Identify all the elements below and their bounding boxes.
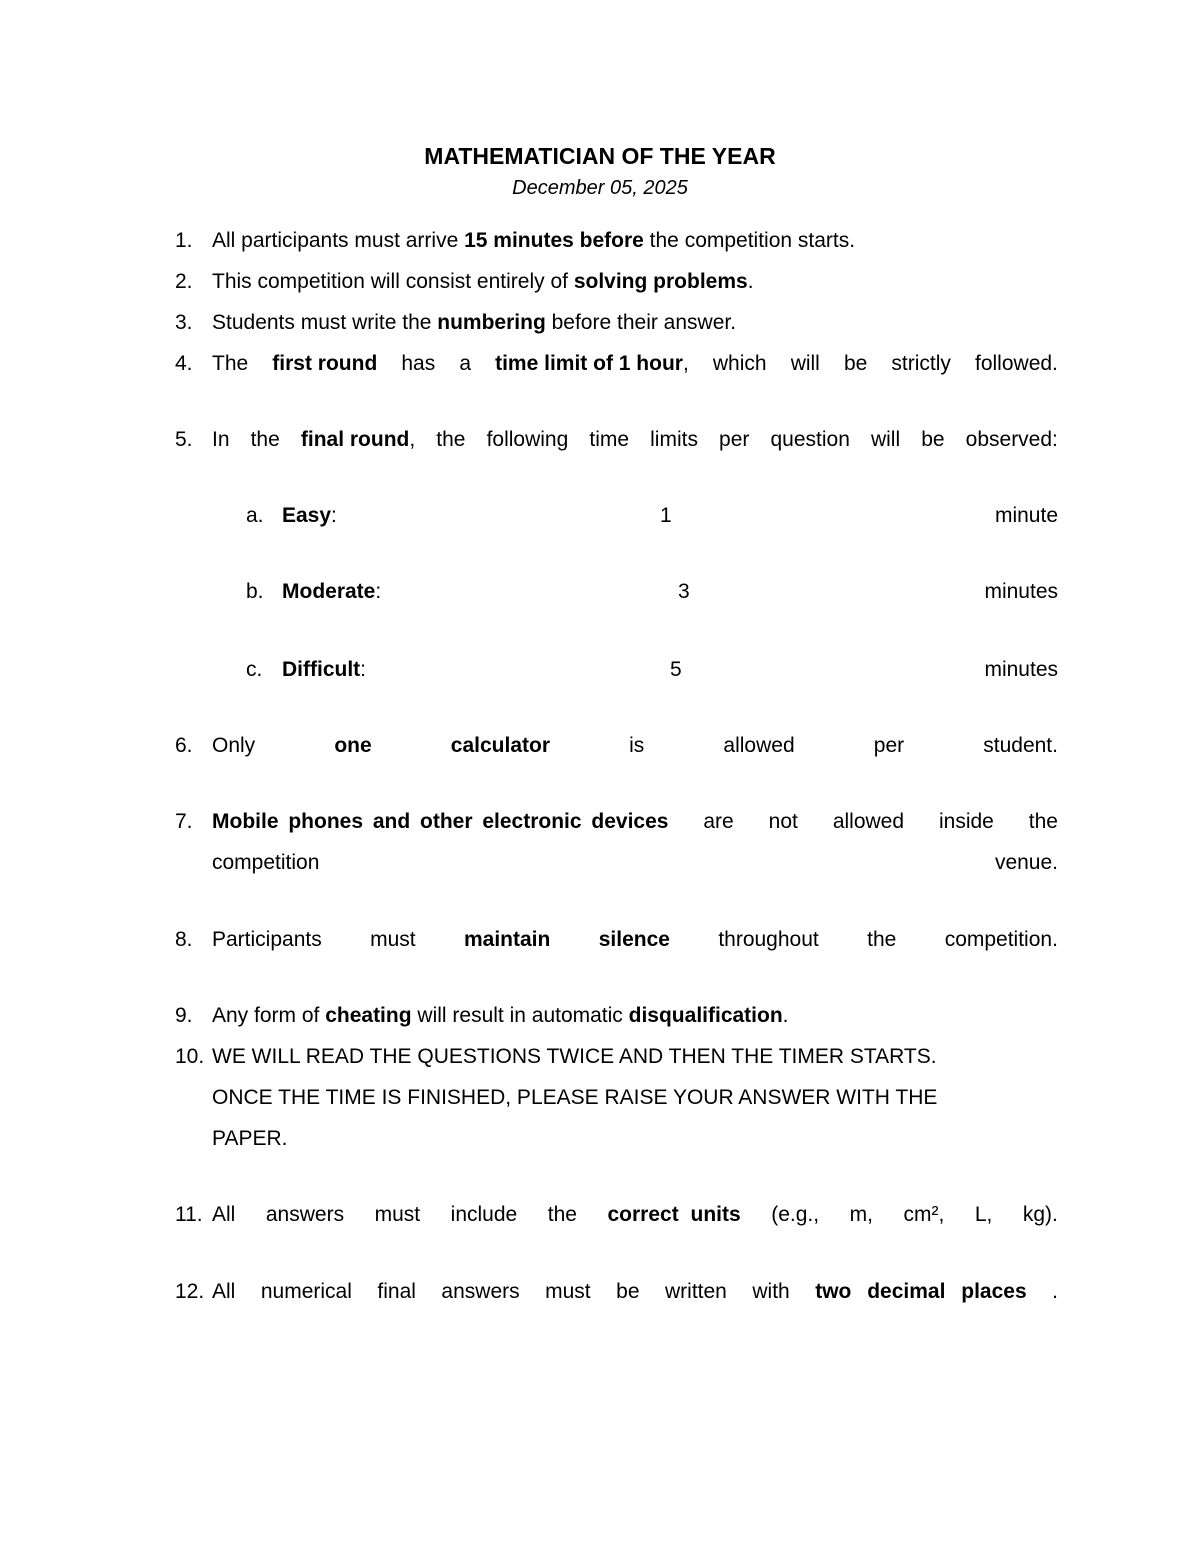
- rule-emphasis: 15 minutes before: [464, 229, 644, 252]
- rule-12: All numerical final answers must be written with two decimal places .: [212, 1280, 1058, 1303]
- time-limit-letter: a.: [246, 504, 264, 527]
- rule-number: 10.: [175, 1045, 205, 1068]
- rule-number: 6.: [175, 734, 193, 757]
- document-title: MATHEMATICIAN OF THE YEAR: [424, 143, 776, 169]
- time-limit-value: 3: [678, 580, 690, 603]
- rule-9: Any form of cheating will result in automatic disqualification .: [212, 1004, 789, 1027]
- rule-4: The first round has a time limit of 1 hour , which will be strictly followed.: [212, 352, 1058, 375]
- rule-emphasis: numbering: [437, 311, 546, 334]
- rule-emphasis: solving problems: [573, 270, 748, 293]
- rule-2: This competition will consist entirely of solving problems .: [212, 268, 1058, 296]
- time-limit-value: 5: [670, 658, 682, 681]
- time-limit-unit: minute: [994, 504, 1058, 527]
- rule-10-line-3: PAPER.: [212, 1127, 288, 1150]
- rule-10-line-2: ONCE THE TIME IS FINISHED, PLEASE RAISE YOUR ANSWER WITH THE: [212, 1086, 938, 1109]
- rule-3: Students must write the numbering before their answer.: [212, 309, 1058, 337]
- rule-1: All participants must arrive 15 minutes before the competition starts.: [212, 227, 1058, 255]
- rule-7: Mobile phones and other electronic devices are not allowed inside the: [212, 810, 1058, 833]
- time-limit-unit: minutes: [984, 658, 1058, 681]
- time-limit-label: Easy:: [282, 504, 337, 527]
- rule-number: 5.: [175, 428, 193, 451]
- rule-8: Participants must maintain silence throughout the competition.: [212, 928, 1058, 951]
- rule-number: 7.: [175, 810, 193, 833]
- time-limit-letter: b.: [246, 580, 264, 603]
- rule-number: 4.: [175, 352, 193, 375]
- time-limit-value: 1: [660, 504, 672, 527]
- rule-5: In the final round , the following time limits per question will be observed:: [212, 428, 1058, 451]
- rule-11: All answers must include the correct units (e.g., m, cm², L, kg).: [212, 1203, 1058, 1226]
- rule-number: 1.: [175, 229, 193, 252]
- document-date: December 05, 2025: [512, 177, 688, 199]
- rule-number: 2.: [175, 270, 193, 293]
- rule-number: 9.: [175, 1004, 193, 1027]
- rule-7-continuation: competition venue.: [212, 851, 1058, 874]
- rule-6: Only one calculator is allowed per student.: [212, 734, 1058, 757]
- time-limit-unit: minutes: [984, 580, 1058, 603]
- rule-number: 12.: [175, 1280, 205, 1303]
- rule-number: 3.: [175, 311, 193, 334]
- rule-number: 8.: [175, 928, 193, 951]
- time-limit-letter: c.: [246, 658, 263, 681]
- time-limit-label: Moderate:: [282, 580, 382, 603]
- time-limit-label: Difficult:: [282, 658, 366, 681]
- rule-number: 11.: [175, 1203, 203, 1226]
- rule-10-line-1: WE WILL READ THE QUESTIONS TWICE AND THEN THE TIMER STARTS.: [212, 1045, 937, 1068]
